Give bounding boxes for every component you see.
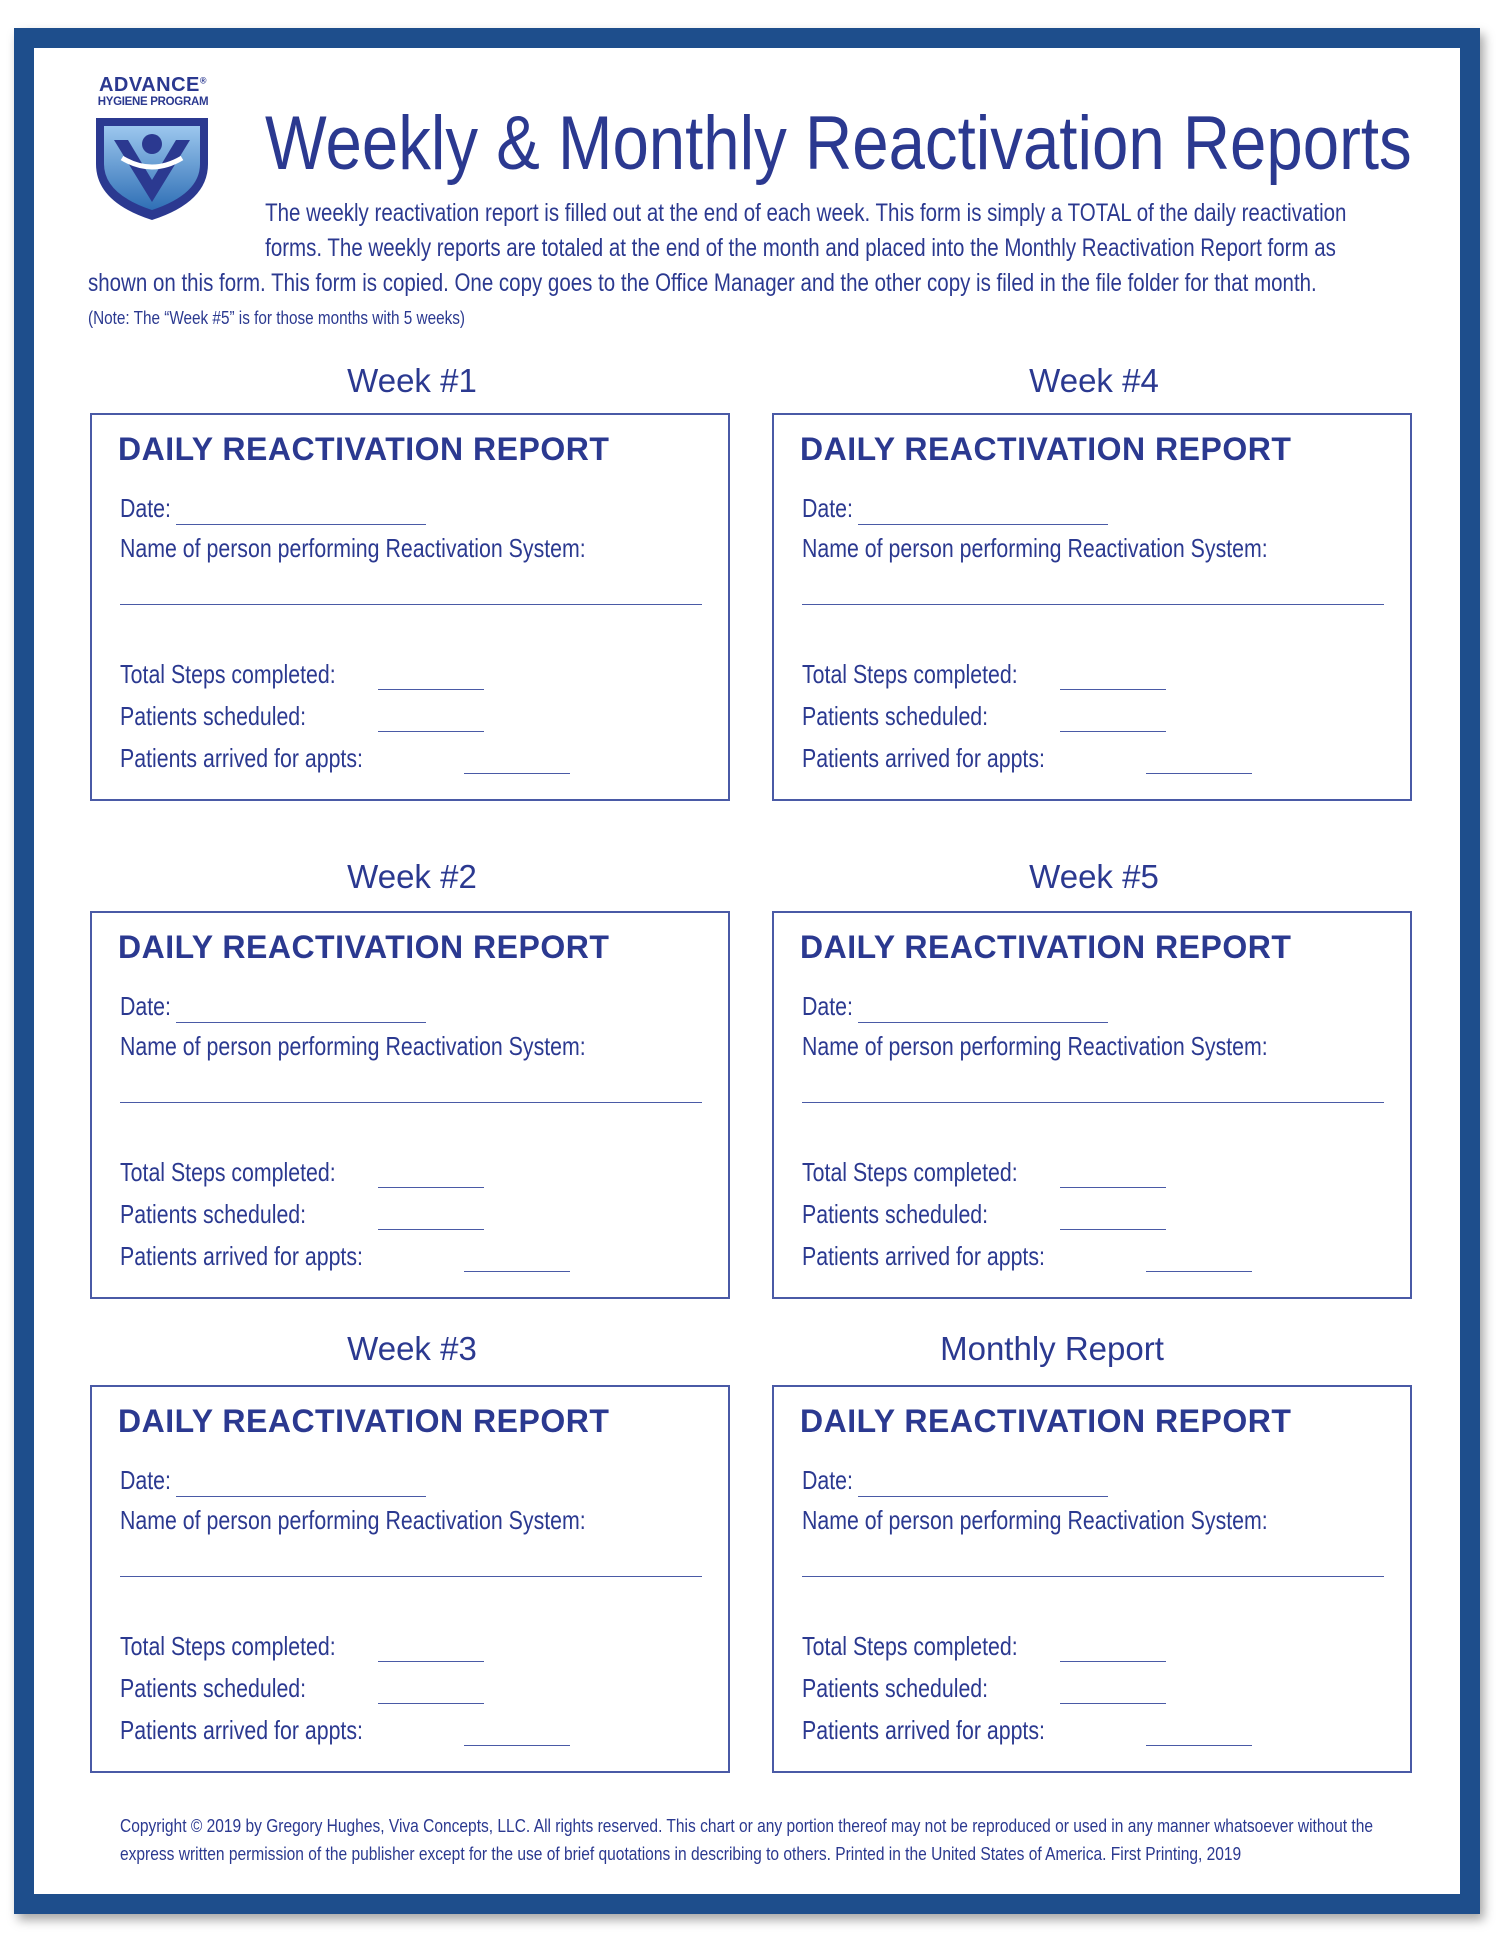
arrived-label: Patients arrived for appts: [802,743,1045,773]
daily-report-card-week-3 [90,1385,730,1773]
scheduled-label: Patients scheduled: [120,1199,307,1229]
name-field[interactable] [802,1102,1384,1103]
name-label: Name of person performing Reactivation System: [802,1505,1268,1535]
date-label: Date: [120,1465,171,1495]
section-label-week-1: Week #1 [347,362,477,399]
scheduled-label: Patients scheduled: [802,1199,989,1229]
copyright-footer [120,1812,1380,1868]
scheduled-label: Patients scheduled: [802,701,989,731]
scheduled-label: Patients scheduled: [120,1673,307,1703]
name-field[interactable] [802,604,1384,605]
arrived-label: Patients arrived for appts: [802,1241,1045,1271]
arrived-label: Patients arrived for appts: [802,1715,1045,1745]
steps-field[interactable] [378,1187,484,1188]
date-label: Date: [802,493,853,523]
intro-paragraph [88,196,1347,301]
footer-line: Copyright © 2019 by Gregory Hughes, Viva Concepts, LLC. All rights reserved. This chart or any portion thereof may not be reproduced or used in any manner whatsoever without the [120,1815,1374,1836]
date-field[interactable] [176,1022,426,1023]
arrived-field[interactable] [464,1271,570,1272]
date-field[interactable] [176,524,426,525]
scheduled-field[interactable] [378,1703,484,1704]
arrived-label: Patients arrived for appts: [120,743,363,773]
steps-label: Total Steps completed: [120,1157,336,1187]
date-label: Date: [802,991,853,1021]
name-label: Name of person performing Reactivation System: [120,533,586,563]
steps-label: Total Steps completed: [802,1631,1018,1661]
card-title: DAILY REACTIVATION REPORT [800,929,1292,965]
logo-subtitle: HYGIENE PROGRAM [97,96,209,108]
date-label: Date: [120,991,171,1021]
card-title: DAILY REACTIVATION REPORT [118,431,610,467]
name-label: Name of person performing Reactivation System: [120,1031,586,1061]
intro-line: forms. The weekly reports are totaled at the end of the month and placed into the Monthly Reactivation Report form as [265,234,1336,262]
card-title: DAILY REACTIVATION REPORT [800,1403,1292,1439]
arrived-field[interactable] [464,1745,570,1746]
scheduled-field[interactable] [1060,731,1166,732]
steps-field[interactable] [1060,1187,1166,1188]
steps-label: Total Steps completed: [802,1157,1018,1187]
card-title: DAILY REACTIVATION REPORT [118,1403,610,1439]
section-label-week-4: Week #4 [1029,362,1159,399]
scheduled-field[interactable] [1060,1703,1166,1704]
date-label: Date: [120,493,171,523]
steps-label: Total Steps completed: [802,659,1018,689]
date-label: Date: [802,1465,853,1495]
daily-report-card-week-1 [90,413,730,801]
arrived-field[interactable] [1146,773,1252,774]
steps-label: Total Steps completed: [120,659,336,689]
daily-report-card-week-2 [90,911,730,1299]
daily-report-card-monthly [772,1385,1412,1773]
section-label-week-3: Week #3 [347,1330,477,1367]
daily-report-card-week-5 [772,911,1412,1299]
scheduled-field[interactable] [378,1229,484,1230]
date-field[interactable] [858,1022,1108,1023]
arrived-field[interactable] [464,773,570,774]
arrived-field[interactable] [1146,1271,1252,1272]
name-field[interactable] [120,1102,702,1103]
scheduled-field[interactable] [378,731,484,732]
section-label-week-2: Week #2 [347,858,477,895]
logo-brand: ADVANCE® [98,74,208,96]
arrived-label: Patients arrived for appts: [120,1241,363,1271]
card-title: DAILY REACTIVATION REPORT [118,929,610,965]
name-field[interactable] [120,604,702,605]
name-label: Name of person performing Reactivation System: [120,1505,586,1535]
daily-report-card-week-4 [772,413,1412,801]
section-label-week-5: Week #5 [1029,858,1159,895]
steps-field[interactable] [1060,689,1166,690]
intro-line: The weekly reactivation report is filled out at the end of each week. This form is simply a TOTAL of the daily reactivation [265,199,1347,227]
section-label-monthly: Monthly Report [940,1330,1164,1367]
date-field[interactable] [858,524,1108,525]
note-text: (Note: The “Week #5” is for those months with 5 weeks) [88,308,465,328]
page-title: Weekly & Monthly Reactivation Reports [265,101,1412,186]
steps-field[interactable] [378,689,484,690]
steps-field[interactable] [1060,1661,1166,1662]
name-field[interactable] [802,1576,1384,1577]
steps-label: Total Steps completed: [120,1631,336,1661]
name-field[interactable] [120,1576,702,1577]
scheduled-label: Patients scheduled: [802,1673,989,1703]
scheduled-field[interactable] [1060,1229,1166,1230]
footer-line: express written permission of the publisher except for the use of brief quotations in describing to others. Printed in the United States of America. First Printing, 2019 [120,1843,1242,1864]
steps-field[interactable] [378,1661,484,1662]
name-label: Name of person performing Reactivation System: [802,1031,1268,1061]
arrived-label: Patients arrived for appts: [120,1715,363,1745]
name-label: Name of person performing Reactivation System: [802,533,1268,563]
date-field[interactable] [858,1496,1108,1497]
date-field[interactable] [176,1496,426,1497]
arrived-field[interactable] [1146,1745,1252,1746]
scheduled-label: Patients scheduled: [120,701,307,731]
intro-line: shown on this form. This form is copied. One copy goes to the Office Manager and the other copy is filed in the file folder for that month. [88,269,1317,297]
card-title: DAILY REACTIVATION REPORT [800,431,1292,467]
